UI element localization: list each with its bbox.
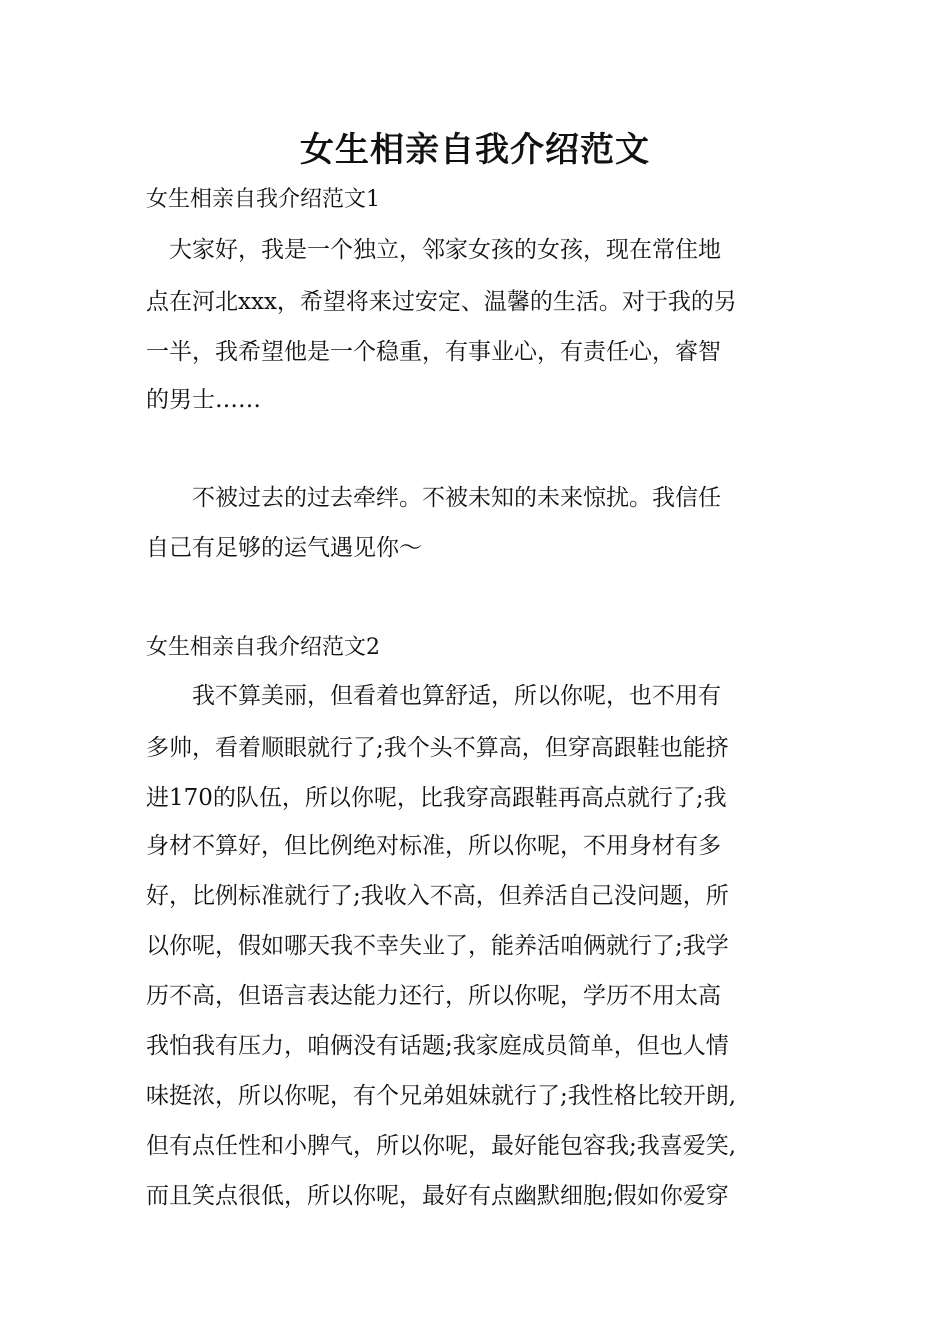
paragraph-line: 不被过去的过去牵绊。不被未知的未来惊扰。我信任 (146, 485, 721, 511)
paragraph-line: 自己有足够的运气遇见你～ (146, 535, 422, 561)
paragraph-line: 我不算美丽，但看着也算舒适，所以你呢，也不用有 (146, 683, 721, 709)
section-heading-2: 女生相亲自我介绍范文2 (146, 635, 380, 660)
paragraph-line: 但有点任性和小脾气，所以你呢，最好能包容我;我喜爱笑, (146, 1133, 737, 1159)
paragraph-line: 身材不算好，但比例绝对标准，所以你呢，不用身材有多 (146, 833, 721, 859)
paragraph-line: 而且笑点很低，所以你呢，最好有点幽默细胞;假如你爱穿 (146, 1183, 729, 1209)
paragraph-line: 一半，我希望他是一个稳重，有事业心，有责任心，睿智 (146, 339, 721, 365)
paragraph-line: 点在河北xxx，希望将来过安定、温馨的生活。对于我的另 (146, 289, 737, 315)
paragraph-line: 历不高，但语言表达能力还行，所以你呢，学历不用太高 (146, 983, 721, 1009)
paragraph-line: 以你呢，假如哪天我不幸失业了，能养活咱俩就行了;我学 (146, 933, 729, 959)
paragraph-line: 大家好，我是一个独立，邻家女孩的女孩，现在常住地 (146, 237, 721, 263)
paragraph-line: 味挺浓，所以你呢，有个兄弟姐妹就行了;我性格比较开朗, (146, 1083, 737, 1109)
paragraph-line: 我怕我有压力，咱俩没有话题;我家庭成员简单，但也人情 (146, 1033, 729, 1059)
section-heading-1: 女生相亲自我介绍范文1 (146, 187, 380, 212)
document-title: 女生相亲自我介绍范文 (300, 130, 650, 170)
paragraph-line: 多帅，看着顺眼就行了;我个头不算高，但穿高跟鞋也能挤 (146, 735, 729, 761)
paragraph-line: 好，比例标准就行了;我收入不高，但养活自己没问题，所 (146, 883, 729, 909)
paragraph-line: 进170的队伍，所以你呢，比我穿高跟鞋再高点就行了;我 (146, 785, 727, 811)
paragraph-line: 的男士…… (146, 387, 261, 413)
